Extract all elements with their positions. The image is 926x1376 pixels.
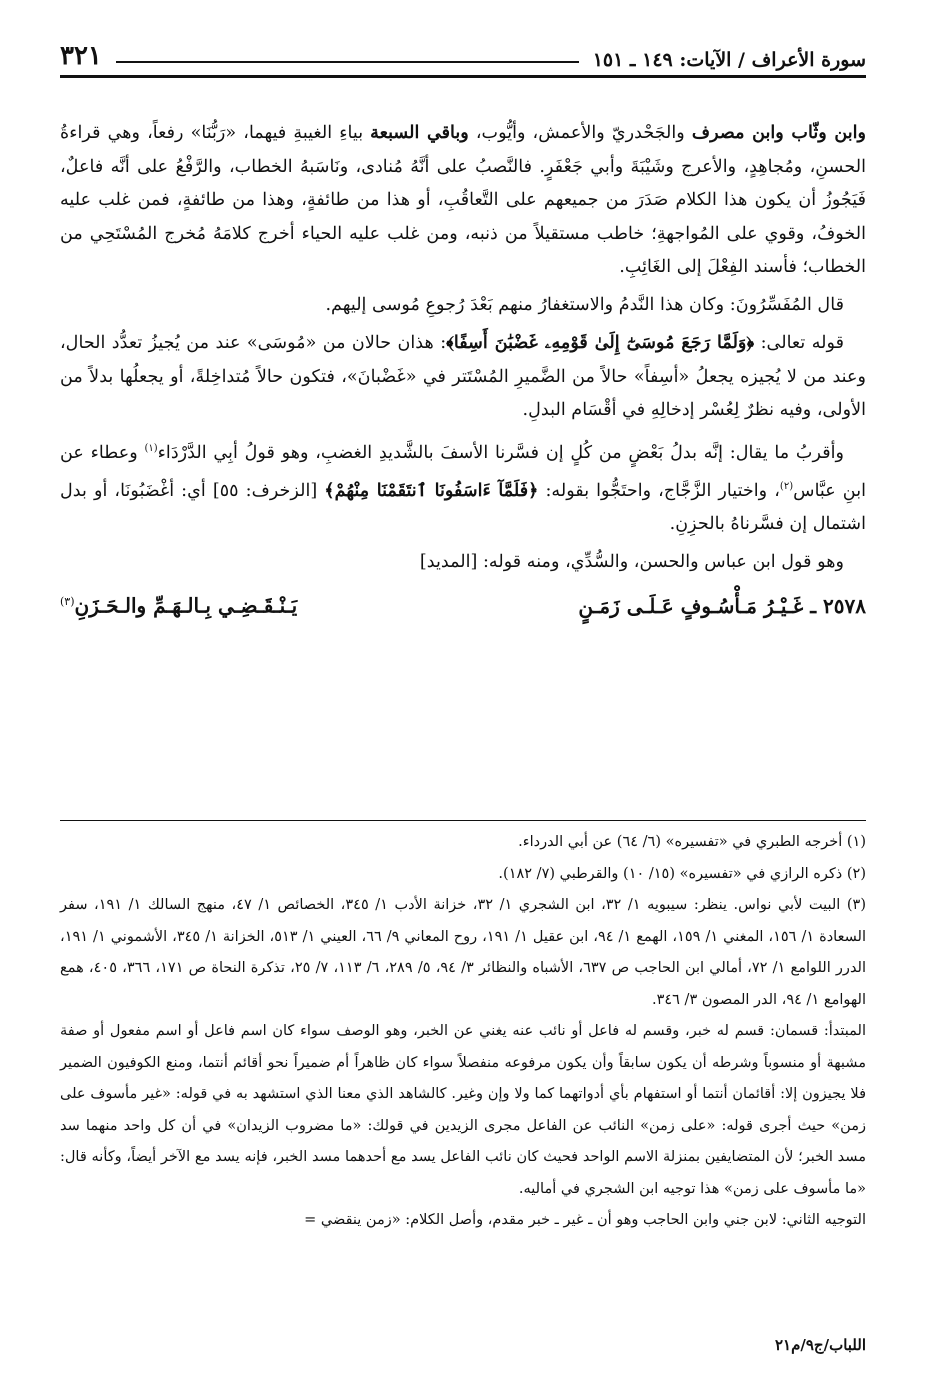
footnote-3: (٣) البيت لأبي نواس. ينظر: سيبويه ١/ ٣٢، ابن الشجري ١/ ٣٢، خزانة الأدب ١/ ٣٤٥، الخصائص ١/ ٤٧، منهج السالك ١/ ١٩١، سفر السعادة ١/ ١٥٦، المغني ١/ ١٥٩، الهمع ١/ ٩٤، ابن عقيل ١/ ١٩١، روح المعاني ٩/ ٦٦، العيني ١/ ٥١٣، الخزانة ١/ ٣٤٥، الأشموني ١/ ١٩١، الدرر اللوامع ١/ ٧٢، أمالي ابن الحاجب ص ٦٣٧، الأشباه والنظائر ٣/ ٩٤، ٥/ ٢٨٩، ٦/ ١١٣، ٧/ ٢٥، تذكرة النحاة ص ١٧١، ٣٦٦، ٤٠٥، همع الهوامع ١/ ٩٤، الدر المصون ٣/ ٣٤٦. xyxy=(60,897,866,1008)
text-run: : هذان حالان من «مُوسَى» عند من يُجيزُ تعدُّد الحال، وعند من لا يُجيزه يجعلُ «أسِفاً» حالاً من الضَّميرِ المُسْتَتر في «غَضْبانَ»، فتكون حالاً مُتداخِلةً، أو يجعلُها بدلاً من الأولى، وفيه نظرٌ لِعُسْر إدخالِهِ في أقْسَام البدلِ. xyxy=(60,333,866,420)
footnote-ref: (٢) xyxy=(779,480,794,492)
text-run: والجَحْدريّ والأعمش، وأيُّوب، xyxy=(468,123,692,143)
footnote-explanation-1: المبتدأ: قسمان: قسم له خبر، وقسم له فاعل أو نائب عنه يغني عن الخبر، وهو الوصف سواء كان اسم فاعل أو اسم مفعول أو صفة مشبهة أو منسوباً وشرطه أن يكون سابقاً وأن يكون مرفوعه منفصلاً سواء كان ظاهراً أم ضميراً نحو أقائم أنتما، ومنع الكوفيون الضمير فلا يجيزون إلا: أقائمان أنتما أو استفهام بأي أدواتهما كما ولا وإن وغير. كالشاهد الذي معنا الذي استشهد به في قوله: «غير مأسوف على زمن» حيث أجرى قوله: «على زمن» النائب عن الفاعل مجرى الزيدين في قولك: «ما مضروب الزيدان» في أن كل واحد منهما سد مسد الخبر؛ لأن المتضايفين بمنزلة الاسم الواحد فحيث كان نائب الفاعل يسد مع أحدهما مسد الخبر، فإنه يسد مع الآخر أيضاً، وكأنه قال: «ما مأسوف على زمن» هذا توجيه ابن الشجري في أماليه. xyxy=(60,1023,866,1197)
header-rule xyxy=(116,61,579,63)
verse-number: ٢٥٧٨ xyxy=(823,593,866,618)
emphasis-text: وباقي السبعة xyxy=(370,122,469,143)
paragraphs xyxy=(60,116,866,579)
footer-signature: اللباب/ج٩/م٢١ xyxy=(774,1336,866,1354)
running-header xyxy=(60,28,866,78)
page-number: ٣٢١ xyxy=(60,41,102,71)
footnote-explanation-2: التوجيه الثاني: لابن جني وابن الحاجب وهو أن ـ غير ـ خبر مقدم، وأصل الكلام: «زمن ينقضي = xyxy=(304,1212,866,1228)
verse-second-text: يَـنْـقَـضِـي بِـالـهَـمِّ والـحَـزَنِ xyxy=(74,593,298,618)
footnote-2: (٢) ذكره الرازي في «تفسيره» (١٥/ ١٠) والقرطبي (٧/ ١٨٢). xyxy=(498,865,866,882)
text-run: [الزخرف: ٥٥] أي: أغْضَبُونَا، أو بدل اشتمال إن فسَّرناهُ بالحزِنِ. xyxy=(60,480,866,535)
paragraph-2 xyxy=(60,289,866,323)
verse-footnote-ref: (٣) xyxy=(60,595,75,609)
main-text xyxy=(60,116,866,623)
emphasis-text: ﴿وَلَمَّا رَجَعَ مُوسَىٰٓ إِلَىٰ قَوْمِهِۦ غَضْبَٰنَ أَسِفًا﴾ xyxy=(446,332,755,353)
paragraph-5 xyxy=(60,546,866,580)
verse-second-hemistich xyxy=(60,585,297,623)
text-run: بياءِ الغيبةِ فيهما، «رَبُّنَا» رفعاً، وهي قراءةُ الحسنِ، ومُجاهِدٍ، والأعرج وشَيْبَةَ وأبي جَعْفَرٍ. فالنَّصبُ على أنَّهُ مُنادى، ونَاسَبهُ الخطاب، والرَّفْعُ على أنَّه فاعلٌ، فَيَجُوزُ أن يكون هذا الكلام صَدَرَ من جميعهم على التَّعاقُبِ، أو هذا من طائفةٍ، وهذا من طائفةٍ، فمن غلب عليه الخوفُ، وقوي على المُواجهةِ؛ خاطب مستقيلاً من ذنبه، ومن غلب عليه الحياء أخرج كلامَهُ مُخرج المُسْتَحِي من الخطاب؛ فأسند الفِعْلَ إلى الغَائِبِ. xyxy=(60,123,866,277)
book-page xyxy=(60,20,866,1360)
emphasis-text: وابن وثّاب وابن مصرف xyxy=(691,122,866,143)
verse-first-hemistich xyxy=(578,589,866,623)
footnote-ref: (١) xyxy=(144,442,158,454)
text-run: وأقربُ ما يقال: إنَّه بدلُ بَعْضٍ من كُلٍ إن فسَّرنا الأسفَ بالشَّديدِ الغضبِ، وهو قولُ أبِي الدَّرْدَاء xyxy=(157,442,844,463)
header-title: سورة الأعراف / الآيات: ١٤٩ ـ ١٥١ xyxy=(592,49,866,71)
footnotes-separator xyxy=(60,820,866,821)
text-run: قال المُفَسِّرُونَ: وكان هذا النَّدمُ والاستغفارُ منهم بَعْدَ رُجوعِ مُوسى إليهم. xyxy=(325,294,844,315)
text-run: وهو قول ابن عباس والحسن، والسُّدِّي، ومنه قوله: [المديد] xyxy=(419,551,844,572)
text-run: ، واختيار الزَّجَّاج، واحتَجُّوا بقوله: xyxy=(538,480,780,501)
poetry-verse xyxy=(60,585,866,623)
text-run: وعطاء عن ابنِ عبَّاس xyxy=(60,442,866,501)
paragraph-4 xyxy=(60,432,866,542)
emphasis-text: ﴿فَلَمَّآ ءَاسَفُونَا ٱنتَقَمْنَا مِنْهُمْ﴾ xyxy=(324,479,539,501)
footnote-1: (١) أخرجه الطبري في «تفسيره» (٦/ ٦٤) عن أبي الدرداء. xyxy=(518,834,866,850)
footnotes-section xyxy=(60,820,866,1237)
verse-first-text: ـ غَـيْـرُ مَـأْسُـوفٍ عَـلَـى زَمَـنٍ xyxy=(578,593,817,618)
paragraph-1 xyxy=(60,116,866,285)
text-run: قوله تعالى: xyxy=(754,333,844,353)
paragraph-3 xyxy=(60,326,866,428)
